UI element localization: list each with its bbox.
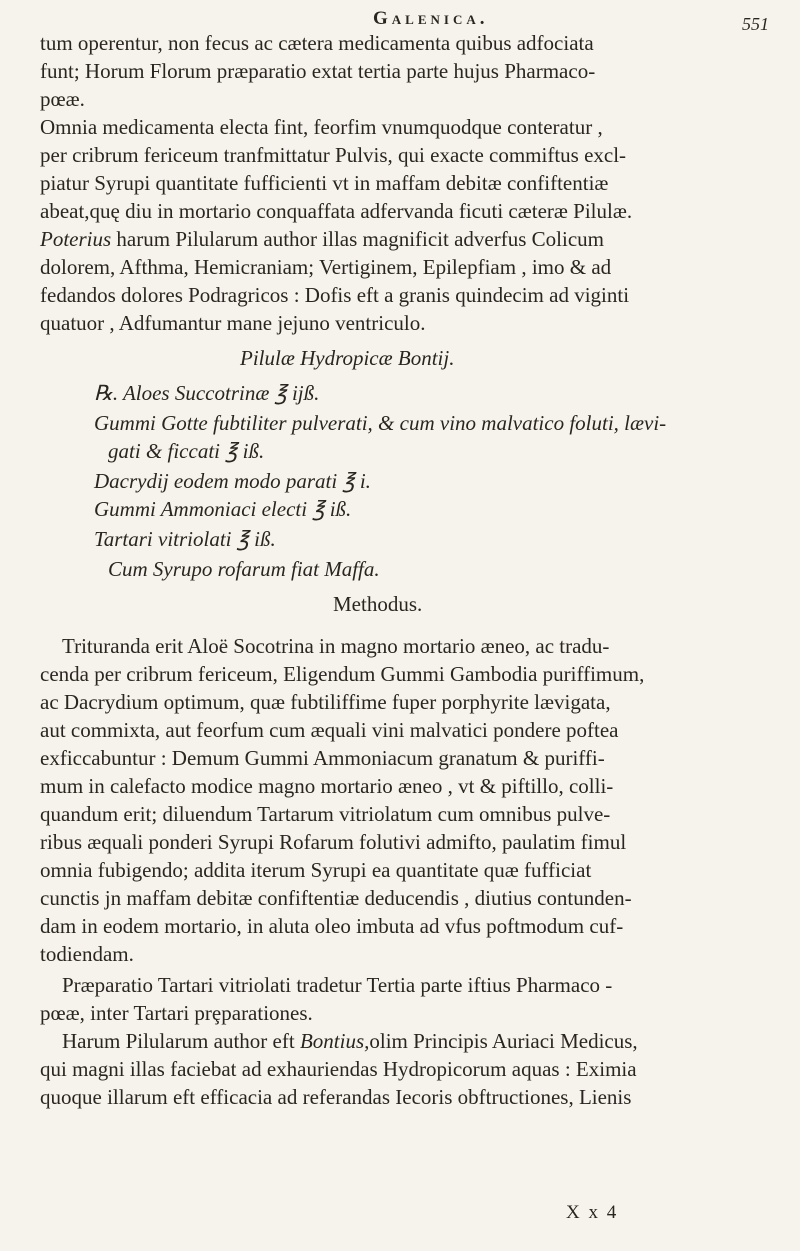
text-span: harum Pilularum author illas magnificit adverfus Colicum	[116, 227, 604, 251]
recipe-line: Tartari vitriolati ℥ iß.	[94, 527, 276, 551]
text-line	[40, 225, 604, 253]
text-line: pœæ.	[40, 87, 85, 111]
text-line: Trituranda erit Aloë Socotrina in magno mortario æneo, ac tradu-	[62, 634, 610, 658]
text-line: mum in calefacto modice magno mortario æneo , vt & piftillo, colli-	[40, 774, 614, 798]
recipe-line: gati & ficcati ℥ iß.	[108, 439, 265, 463]
text-line: funt; Horum Florum præparatio extat tertia parte hujus Pharmaco-	[40, 59, 596, 83]
recipe-line: ℞. Aloes Succotrinæ ℥ ijß.	[94, 381, 320, 405]
author-name: Bontius,	[299, 1029, 370, 1053]
text-line: ac Dacrydium optimum, quæ fubtiliffime fuper porphyrite lævigata,	[40, 690, 611, 714]
recipe-line: Cum Syrupo rofarum fiat Maffa.	[108, 557, 380, 581]
recipe-line: Gummi Gotte fubtiliter pulverati, & cum vino malvatico foluti, lævi-	[94, 411, 667, 435]
text-line: fedandos dolores Podragricos : Dofis eft a granis quindecim ad viginti	[40, 283, 630, 307]
text-line: dolorem, Afthma, Hemicraniam; Vertiginem, Epilepfiam , imo & ad	[40, 255, 612, 279]
text-line: omnia fubigendo; addita iterum Syrupi ea quantitate quæ fufficiat	[40, 858, 592, 882]
text-line: tum operentur, non fecus ac cætera medicamenta quibus adfociata	[40, 31, 594, 55]
text-span: Harum Pilularum author eft	[62, 1029, 300, 1053]
poterius-word: Poterius	[40, 227, 112, 251]
text-line: per cribrum fericeum tranfmittatur Pulvis, qui exacte commiftus excl-	[40, 143, 627, 167]
recipe-title: Pilulæ Hydropicæ Bontij.	[240, 346, 455, 370]
text-line: quoque illarum eft efficacia ad referandas Iecoris obftructiones, Lienis	[40, 1085, 632, 1109]
method-heading: Methodus.	[333, 592, 423, 616]
text-line: dam in eodem mortario, in aluta oleo imbuta ad vfus poftmodum cuf-	[40, 914, 624, 938]
recipe-line: Gummi Ammoniaci electi ℥ iß.	[94, 497, 352, 521]
text-line: Præparatio Tartari vitriolati tradetur Tertia parte iftius Pharmaco -	[62, 973, 613, 997]
text-line: cunctis jn maffam debitæ confiftentiæ deducendis , diutius contunden-	[40, 886, 632, 910]
signature-mark: X x 4	[566, 1202, 619, 1223]
text-line: pœæ, inter Tartari prȩparationes.	[40, 1001, 313, 1025]
text-line: piatur Syrupi quantitate fufficienti vt in maffam debitæ confiftentiæ	[40, 171, 609, 195]
text-line: ribus æquali ponderi Syrupi Rofarum folutivi admifto, paulatim fimul	[40, 830, 627, 854]
recipe-line: Dacrydij eodem modo parati ℥ i.	[94, 469, 371, 493]
text-line: Omnia medicamenta electa fint, feorfim vnumquodque conteratur ,	[40, 115, 603, 139]
running-head: Galenica.	[373, 8, 489, 29]
text-line: abeat,quę diu in mortario conquaffata adfervanda ficuti cæteræ Pilulæ.	[40, 199, 633, 223]
text-line: todiendam.	[40, 942, 134, 966]
text-line: quandum erit; diluendum Tartarum vitriolatum cum omnibus pulve-	[40, 802, 611, 826]
text-line: cenda per cribrum fericeum, Eligendum Gummi Gambodia puriffimum,	[40, 662, 645, 686]
text-line: qui magni illas faciebat ad exhauriendas Hydropicorum aquas : Eximia	[40, 1057, 637, 1081]
text-line: exficcabuntur : Demum Gummi Ammoniacum granatum & puriffi-	[40, 746, 605, 770]
page-number: 551	[742, 14, 769, 34]
text-span: olim Principis Auriaci Medicus,	[369, 1029, 638, 1053]
text-line: quatuor , Adfumantur mane jejuno ventriculo.	[40, 311, 426, 335]
text-line	[62, 1027, 638, 1055]
text-line: aut commixta, aut feorfum cum æquali vini malvatici pondere poftea	[40, 718, 619, 742]
